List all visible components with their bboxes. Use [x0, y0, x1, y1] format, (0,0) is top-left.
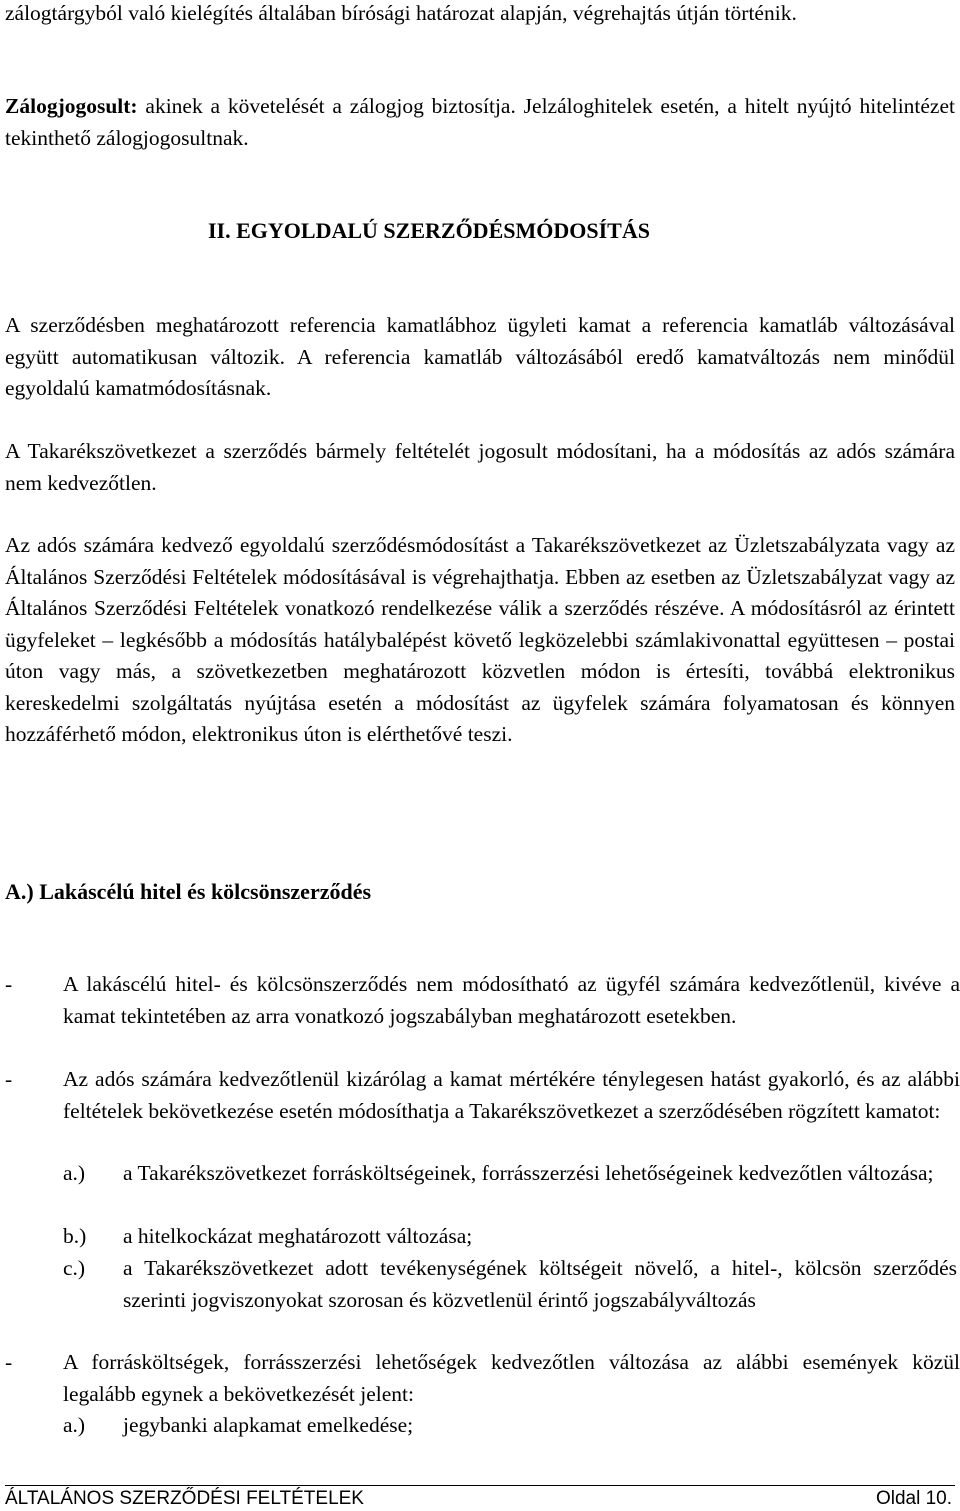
list-dash: - — [5, 1067, 13, 1091]
list-dash: - — [5, 1350, 13, 1374]
section-heading: II. EGYOLDALÚ SZERZŐDÉSMÓDOSÍTÁS — [208, 218, 650, 243]
paragraph-modification-right: A Takarékszövetkezet a szerződés bármely feltételét jogosult módosítani, ha a módosítás az adós számára nem kedvezőtlen. — [5, 439, 955, 495]
sub-list-text: a Takarékszövetkezet forrásköltségeinek, forrásszerzési lehetőségeinek kedvezőtlen változása; — [123, 1161, 934, 1185]
paragraph-reference-rate: A szerződésben meghatározott referencia kamatlábhoz ügyleti kamat a referencia kamatláb változásával együtt automatikusan változik. A referencia kamatláb változásából eredő kamatváltozás nem minődül egyoldalú kamatmódosításnak. — [5, 313, 955, 400]
footer-document-title: ÁLTALÁNOS SZERZŐDÉSI FELTÉTELEK — [5, 1488, 364, 1509]
footer-divider — [5, 1485, 955, 1486]
paragraph-lien-holder — [5, 91, 955, 154]
sub-list-label: a.) — [63, 1413, 86, 1437]
footer-page-number: Oldal 10. — [875, 1488, 952, 1509]
paragraph-favourable-modification: Az adós számára kedvező egyoldalú szerződésmódosítást a Takarékszövetkezet az Üzletszabályzata vagy az Általános Szerződési Feltételek módosításával is végrehajthatja. Ebben az esetben az Üzletszabályzat vagy az Általános Szerződési Feltételek vonatkozó rendelkezése válik a szerződés részéve. A módosításról az érintett ügyfeleket – legkésőbb a módosítás hatálybalépést követő legközelebbi számlakivonattal együttesen – postai úton vagy más, a szövetkezetben meghatározott közvetlen módon is értesíti, továbbá elektronikus kereskedelmi szolgáltatás nyújtása esetén a módosítást az ügyfelek számára folyamatosan és könnyen hozzáférhető módon, elektronikus úton is elérthetővé teszi. — [5, 533, 955, 746]
sub-list-text: a hitelkockázat meghatározott változása; — [123, 1224, 473, 1248]
list-item-text: Az adós számára kedvezőtlenül kizárólag a kamat mértékére ténylegesen hatást gyakorló, és az alábbi feltételek bekövetkezése esetén módosíthatja a Takarékszövetkezet a szerződésében rögzített kamatot: — [63, 1067, 960, 1123]
list-item-text: A forrásköltségek, forrásszerzési lehetőségek kedvezőtlen változása az alábbi események közül legalább egynek a bekövetkezését jelent: — [63, 1350, 960, 1406]
sub-list-text: a Takarékszövetkezet adott tevékenységének költségeit növelő, a hitel-, kölcsön szerződés szerinti jogviszonyokat szorosan és közvetlenül érintő jogszabályváltozás — [123, 1256, 957, 1312]
definition-zalogjogosult: akinek a követelését a zálogjog biztosítja. Jelzáloghitelek esetén, a hitelt nyújtó hitelintézet tekinthető zálogjogosultnak. — [5, 94, 955, 150]
list-dash: - — [5, 972, 13, 996]
paragraph-lien-enforcement: zálogtárgyból való kielégítés általában bírósági határozat alapján, végrehajtás útján történik. — [5, 1, 797, 25]
list-item-text: A lakáscélú hitel- és kölcsönszerződés nem módosítható az ügyfél számára kedvezőtlenül, kivéve a kamat tekintetében az arra vonatkozó jogszabályban meghatározott esetekben. — [63, 972, 960, 1028]
sub-list-text: jegybanki alapkamat emelkedése; — [123, 1413, 414, 1437]
term-zalogjogosult: Zálogjogosult: — [5, 94, 138, 118]
sub-list-label: c.) — [63, 1256, 86, 1280]
sub-list-label: a.) — [63, 1161, 86, 1185]
sub-list-label: b.) — [63, 1224, 87, 1248]
subsection-heading: A.) Lakáscélú hitel és kölcsönszerződés — [5, 879, 372, 904]
